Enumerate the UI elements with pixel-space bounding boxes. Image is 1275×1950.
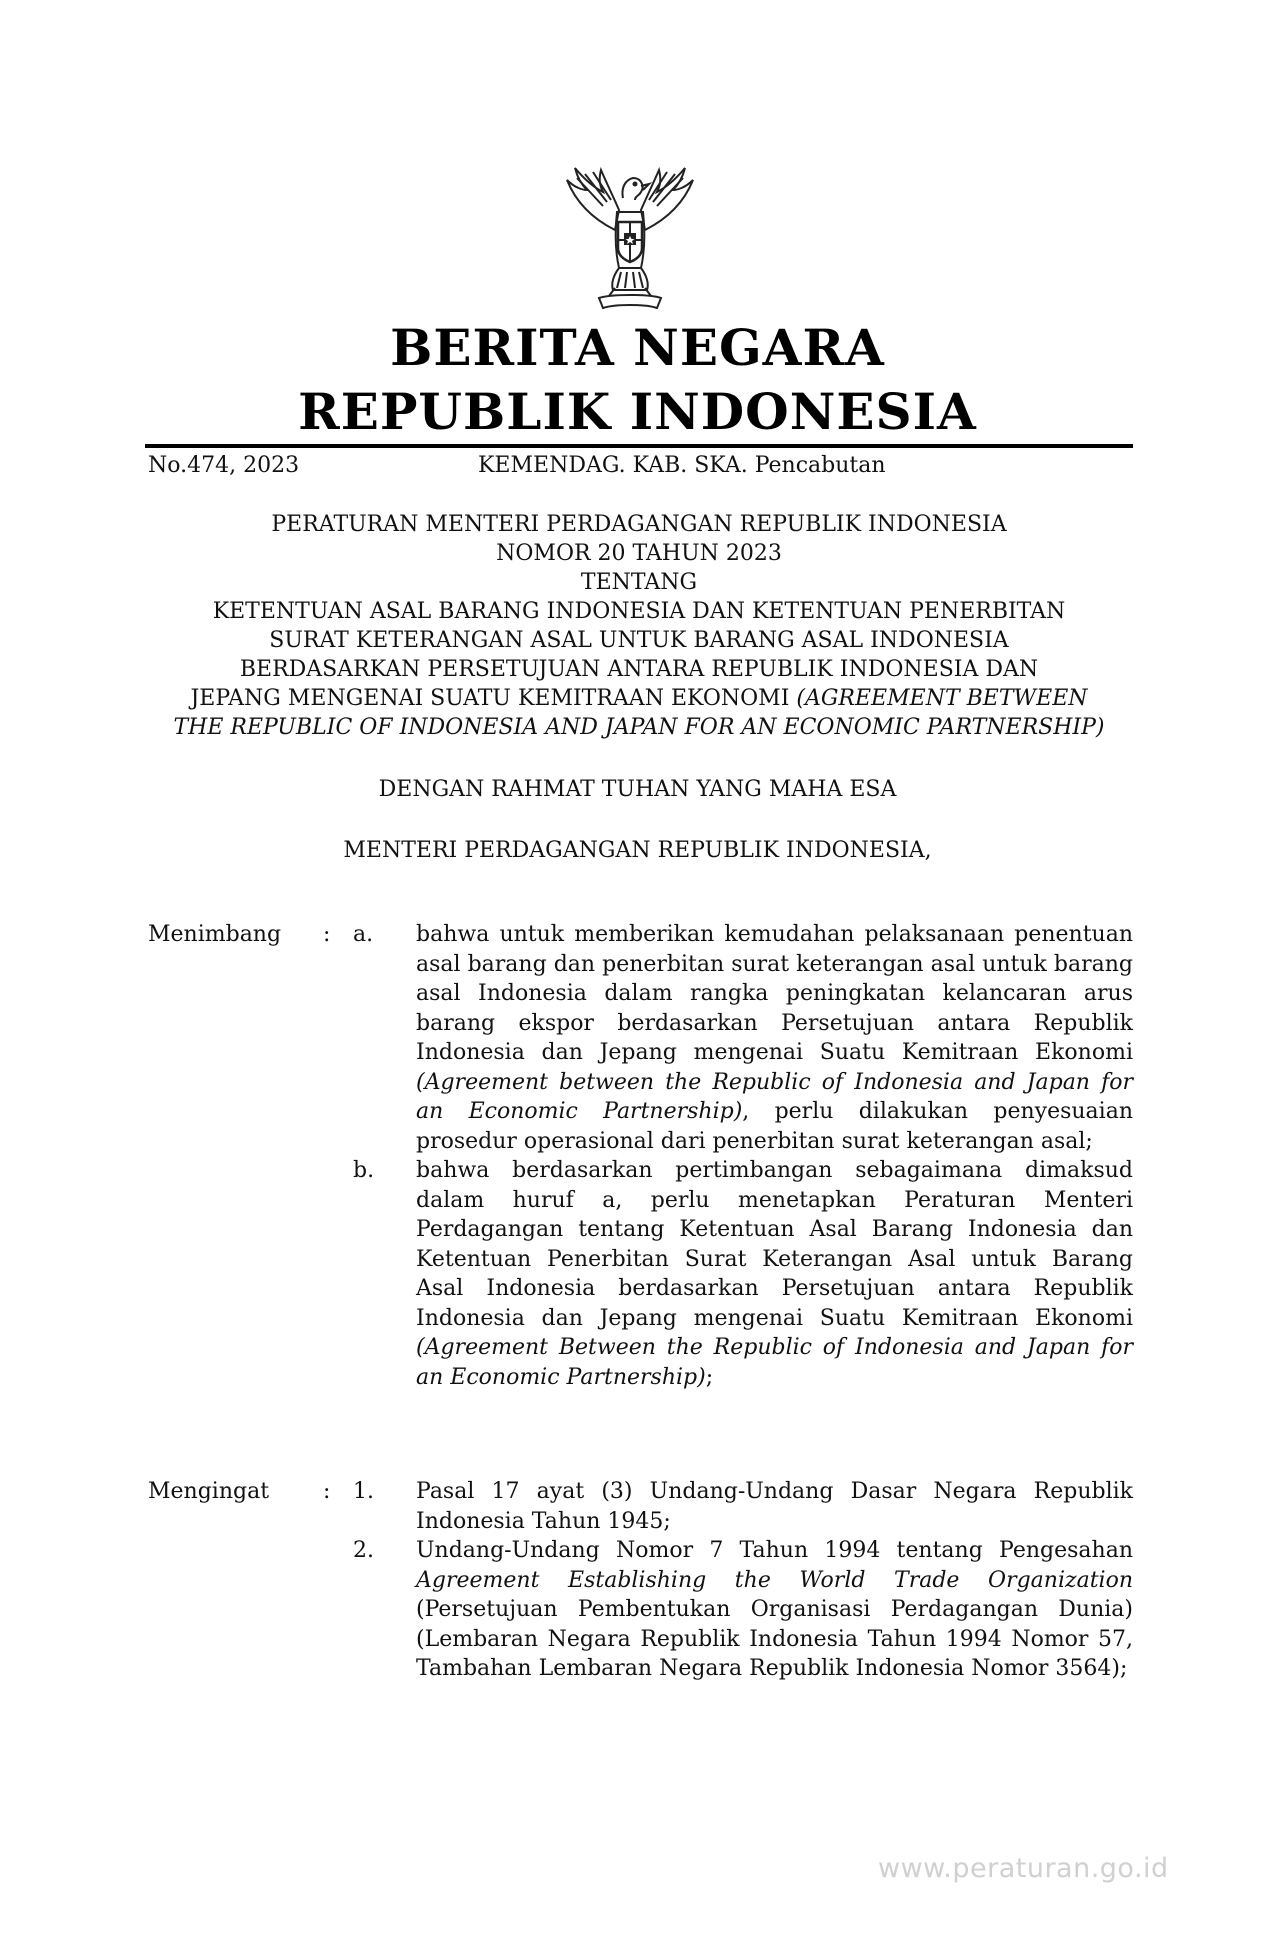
- item-text: [416, 920, 1133, 1156]
- section-colon: :: [323, 1479, 331, 1504]
- section-label: Mengingat: [148, 1479, 270, 1504]
- title-line: PERATURAN MENTERI PERDAGANGAN REPUBLIK INDONESIA: [271, 512, 1007, 537]
- masthead-title-line2: REPUBLIK INDONESIA: [298, 382, 977, 441]
- title-line: NOMOR 20 TAHUN 2023: [496, 541, 782, 566]
- title-line: KETENTUAN ASAL BARANG INDONESIA DAN KETENTUAN PENERBITAN: [212, 599, 1066, 624]
- item-text-plain: bahwa untuk memberikan kemudahan pelaksanaan penentuan asal barang dan penerbitan surat keterangan asal untuk barang asal Indonesia dalam rangka peningkatan kelancaran arus barang ekspor berdasarkan Persetujuan antara Republik Indonesia dan Jepang mengenai Suatu Kemitraan Ekonomi: [416, 922, 1133, 1065]
- item-text: [416, 1536, 1133, 1684]
- menimbang-section: [148, 920, 1133, 1392]
- item-text-plain: (Persetujuan Pembentukan Organisasi Perdagangan Dunia) (Lembaran Negara Republik Indonesia Tahun 1994 Nomor 57, Tambahan Lembaran Negara Republik Indonesia Nomor 3564);: [416, 1597, 1133, 1681]
- invocation: DENGAN RAHMAT TUHAN YANG MAHA ESA: [378, 777, 897, 802]
- item-text-plain: ;: [705, 1364, 714, 1390]
- item-text-italic: (Agreement Between the Republic of Indonesia and Japan for an Economic Partnership): [416, 1335, 1133, 1390]
- title-line: BERDASARKAN PERSETUJUAN ANTARA REPUBLIK INDONESIA DAN: [239, 657, 1039, 682]
- list-item: [148, 1477, 1133, 1536]
- title-line: SURAT KETERANGAN ASAL UNTUK BARANG ASAL INDONESIA: [269, 628, 1009, 653]
- list-item: [148, 1156, 1133, 1392]
- item-marker: 2.: [353, 1538, 374, 1563]
- item-marker: 1.: [353, 1479, 374, 1504]
- title-line: THE REPUBLIC OF INDONESIA AND JAPAN FOR AN ECONOMIC PARTNERSHIP): [173, 715, 1105, 740]
- item-text-plain: bahwa berdasarkan pertimbangan sebagaimana dimaksud dalam huruf a, perlu menetapkan Peraturan Menteri Perdagangan tentang Ketentuan Asal Barang Indonesia dan Ketentuan Penerbitan Surat Keterangan Asal untuk Barang Asal Indonesia berdasarkan Persetujuan antara Republik Indonesia dan Jepang mengenai Suatu Kemitraan Ekonomi: [416, 1158, 1133, 1331]
- item-text-plain: Undang-Undang Nomor 7 Tahun 1994 tentang Pengesahan: [416, 1538, 1133, 1563]
- publication-number: No.474, 2023: [148, 453, 300, 478]
- publication-category: KEMENDAG. KAB. SKA. Pencabutan: [478, 453, 886, 478]
- item-text-italic: Agreement Establishing the World Trade Organization: [416, 1567, 1133, 1593]
- item-text: Pasal 17 ayat (3) Undang-Undang Dasar Negara Republik Indonesia Tahun 1945;: [416, 1479, 1133, 1534]
- regulation-title: [145, 510, 1133, 742]
- item-text-plain: , perlu dilakukan penyesuaian prosedur operasional dari penerbitan surat keterangan asal;: [416, 1099, 1133, 1154]
- title-line: TENTANG: [580, 570, 698, 595]
- minister-heading: MENTERI PERDAGANGAN REPUBLIK INDONESIA,: [343, 838, 932, 863]
- title-line-italic: (AGREEMENT BETWEEN: [796, 686, 1088, 711]
- list-item: [148, 920, 1133, 1156]
- item-text-italic: (Agreement between the Republic of Indonesia and Japan for an Economic Partnership): [416, 1069, 1133, 1124]
- watermark-url: www.peraturan.go.id: [878, 1853, 1169, 1884]
- mengingat-section: [148, 1477, 1133, 1684]
- masthead-title-line1: BERITA NEGARA: [390, 318, 885, 377]
- title-line-plain: JEPANG MENGENAI SUATU KEMITRAAN EKONOMI: [190, 686, 797, 711]
- item-marker: b.: [353, 1158, 375, 1183]
- item-marker: a.: [353, 922, 374, 947]
- title-line: [145, 684, 1133, 713]
- section-colon: :: [323, 922, 331, 947]
- section-label: Menimbang: [148, 922, 282, 947]
- item-text: [416, 1156, 1133, 1392]
- header-divider: [145, 444, 1133, 448]
- garuda-emblem-icon: [555, 160, 705, 320]
- list-item: [148, 1536, 1133, 1684]
